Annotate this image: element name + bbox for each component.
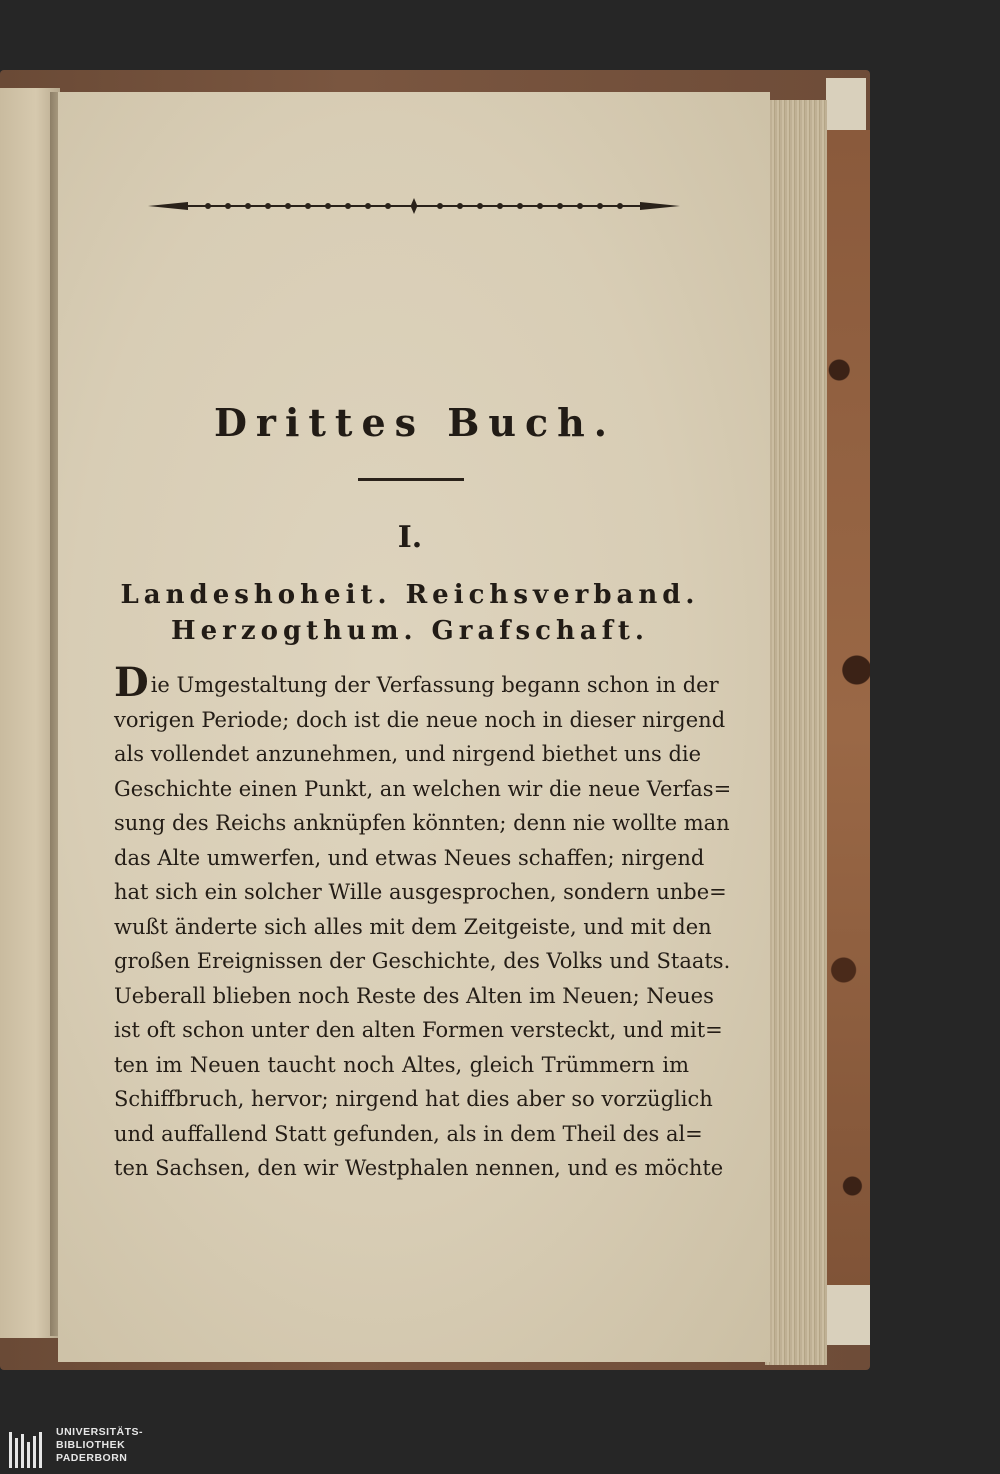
cover-corner-bottom [826,1285,870,1345]
text-line: das Alte umwerfen, und etwas Neues schaffen; nirgend [114,845,705,870]
library-logo-icon [8,1430,48,1470]
library-name: UNIVERSITÄTS- BIBLIOTHEK PADERBORN [56,1426,144,1464]
text-line: ist oft schon unter den alten Formen versteckt, und mit= [114,1018,723,1042]
text-line: Schiffbruch, hervor; nirgend hat dies aber so vorzüglich [114,1087,713,1111]
section-heading-line-2: Herzogthum. Grafschaft. [171,616,649,646]
cover-corner-top [826,78,866,138]
text-line: hat sich ein solcher Wille ausgesprochen, sondern unbe= [114,880,727,904]
text-line: vorigen Periode; doch ist die neue noch in dieser nirgend [114,707,726,732]
text-line: Geschichte einen Punkt, an welchen wir die neue Verfas= [114,776,732,801]
text-line: sung des Reichs anknüpfen könnten; denn nie wollte man [114,811,730,835]
text-line: als vollendet anzunehmen, und nirgend biethet uns die [114,742,702,766]
marbled-cover-edge [826,130,870,1330]
footer-bar [0,1425,1000,1474]
ornament-rule [148,196,680,216]
section-heading-line-1: Landeshoheit. Reichsverband. [120,580,700,610]
body-text [114,659,732,1186]
text-line: großen Ereignissen der Geschichte, des Volks und Staats. [114,949,731,973]
page-edges [765,100,827,1365]
section-numeral: I. [397,520,423,555]
text-line: ten im Neuen taucht noch Altes, gleich Trümmern im [114,1052,689,1077]
text-line: wußt änderte sich alles mit dem Zeitgeiste, und mit den [114,914,712,939]
chapter-title: Drittes Buch. [213,400,617,445]
text-line: Die Umgestaltung der Verfassung begann schon in der [114,659,719,706]
text-line: und auffallend Statt gefunden, als in dem Theil des al= [114,1121,703,1146]
drop-cap: D [114,659,149,706]
title-rule [358,478,464,481]
text-line: Ueberall blieben noch Reste des Alten im Neuen; Neues [114,983,714,1008]
text-line: ten Sachsen, den wir Westphalen nennen, und es möchte [114,1156,724,1180]
